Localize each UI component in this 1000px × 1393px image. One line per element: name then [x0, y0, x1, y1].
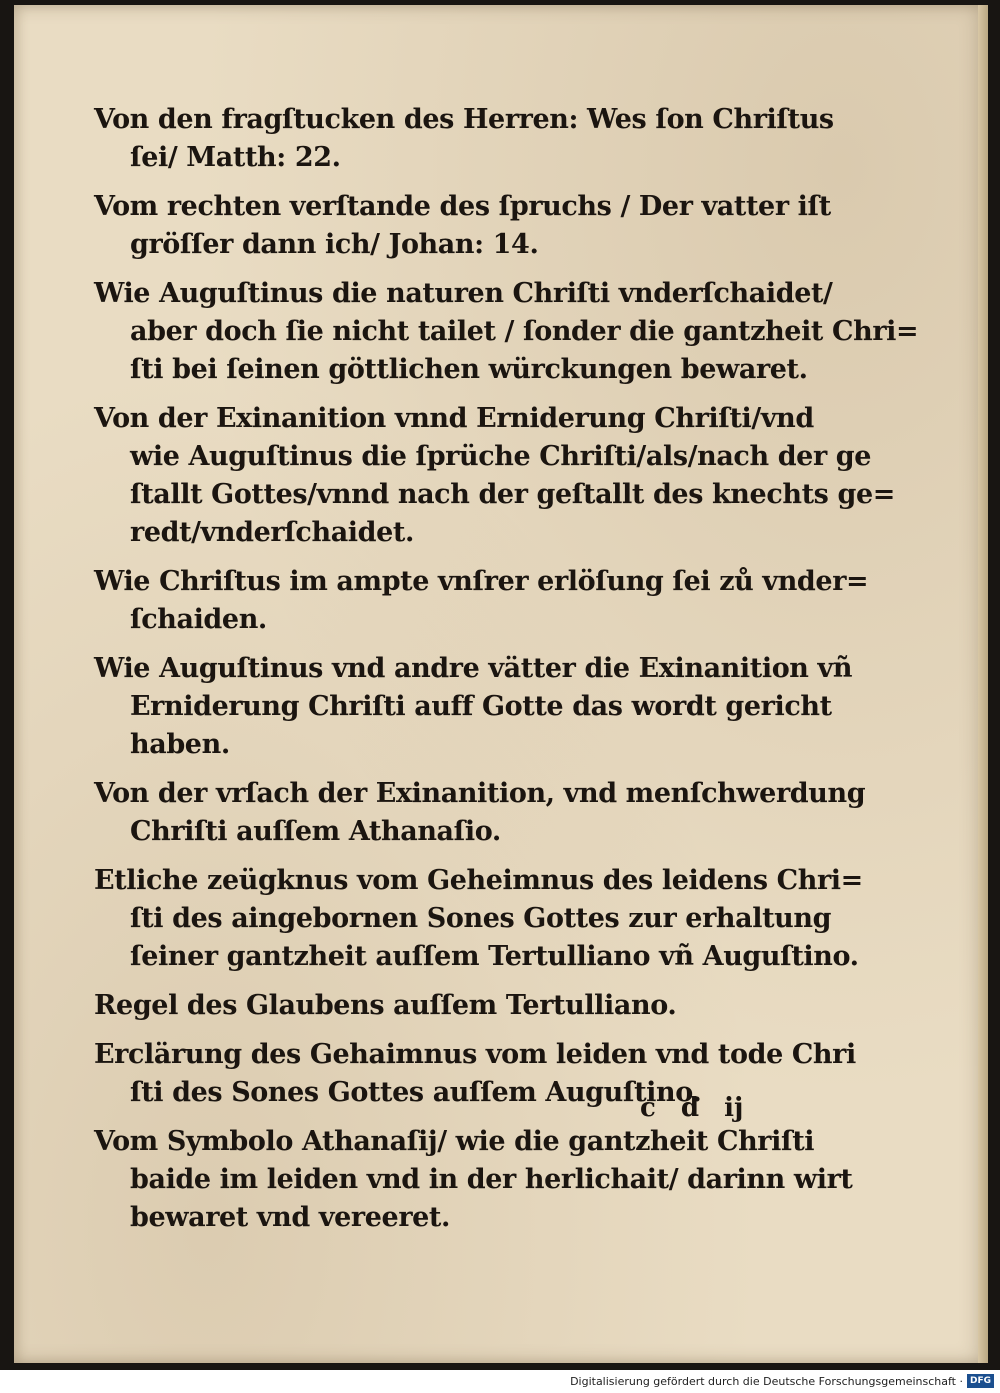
- entry-line: haben.: [130, 729, 230, 760]
- list-item: [94, 650, 853, 764]
- list-item: [94, 400, 895, 552]
- entry-line: Etliche zeügknus vom Geheimnus des leidens Chri=: [94, 865, 863, 896]
- list-item: [94, 775, 866, 851]
- list-item: [94, 987, 794, 1025]
- entry-line: redt/vnderſchaidet.: [130, 517, 414, 548]
- dfg-logo-icon: DFG: [967, 1374, 994, 1388]
- entry-line: Wie Auguſtinus die naturen Chriſti vnderſchaidet/: [94, 278, 833, 309]
- entry-line: Regel des Glaubens auſſem Tertulliano.: [94, 990, 677, 1021]
- entry-list: [94, 101, 919, 1248]
- list-item: [94, 188, 831, 264]
- list-item: [94, 101, 834, 177]
- entry-line: Von der vrſach der Exinanition, vnd menſchwerdung: [94, 778, 866, 809]
- entry-line: Von der Exinanition vnnd Erniderung Chriſti/vnd: [94, 403, 814, 434]
- entry-line: ſti des aingebornen Sones Gottes zur erhaltung: [130, 903, 832, 934]
- entry-line: gröſſer dann ich/ Johan: 14.: [130, 229, 539, 260]
- entry-line: Wie Chriſtus im ampte vnſrer erlöſung ſei zů vnder=: [94, 566, 869, 597]
- entry-line: Chriſti auſſem Athanaſio.: [130, 816, 501, 847]
- entry-line: ſei/ Matth: 22.: [130, 142, 341, 173]
- page-edge: [978, 5, 988, 1363]
- signature-mark: c d ij: [640, 1093, 744, 1123]
- entry-line: baide im leiden vnd in der herlichait/ darinn wirt: [130, 1164, 853, 1195]
- entry-line: ſchaiden.: [130, 604, 267, 635]
- entry-line: bewaret vnd vereeret.: [130, 1202, 450, 1233]
- entry-line: ſti bei ſeinen göttlichen würckungen bewaret.: [130, 354, 808, 385]
- list-item: [94, 563, 869, 639]
- entry-line: Wie Auguſtinus vnd andre vätter die Exinanition vñ: [94, 653, 853, 684]
- entry-line: Von den fragſtucken des Herren: Wes ſon Chriſtus: [94, 104, 834, 135]
- book-page: [14, 5, 988, 1363]
- entry-line: ſtallt Gottes/vnnd nach der geſtallt des knechts ge=: [130, 479, 895, 510]
- digitization-footer: [570, 1374, 994, 1388]
- entry-line: ſti des Sones Gottes auſſem Auguſtino.: [130, 1077, 702, 1108]
- entry-line: aber doch ſie nicht tailet / ſonder die gantzheit Chri=: [130, 316, 919, 347]
- footer-text: Digitalisierung gefördert durch die Deutsche Forschungsgemeinschaft ·: [570, 1374, 963, 1388]
- entry-line: ſeiner gantzheit auſſem Tertulliano vñ Auguſtino.: [130, 941, 859, 972]
- entry-line: Erniderung Chriſti auff Gotte das wordt gericht: [130, 691, 832, 722]
- entry-line: Vom Symbolo Athanaſij/ wie die gantzheit Chriſti: [94, 1126, 815, 1157]
- list-item: [94, 1123, 853, 1237]
- entry-line: Erclärung des Gehaimnus vom leiden vnd tode Chri: [94, 1039, 856, 1070]
- entry-line: wie Auguſtinus die ſprüche Chriſti/als/nach der ge: [130, 441, 872, 472]
- list-item: [94, 862, 863, 976]
- entry-line: Vom rechten verſtande des ſpruchs / Der vatter iſt: [94, 191, 831, 222]
- list-item: [94, 275, 919, 389]
